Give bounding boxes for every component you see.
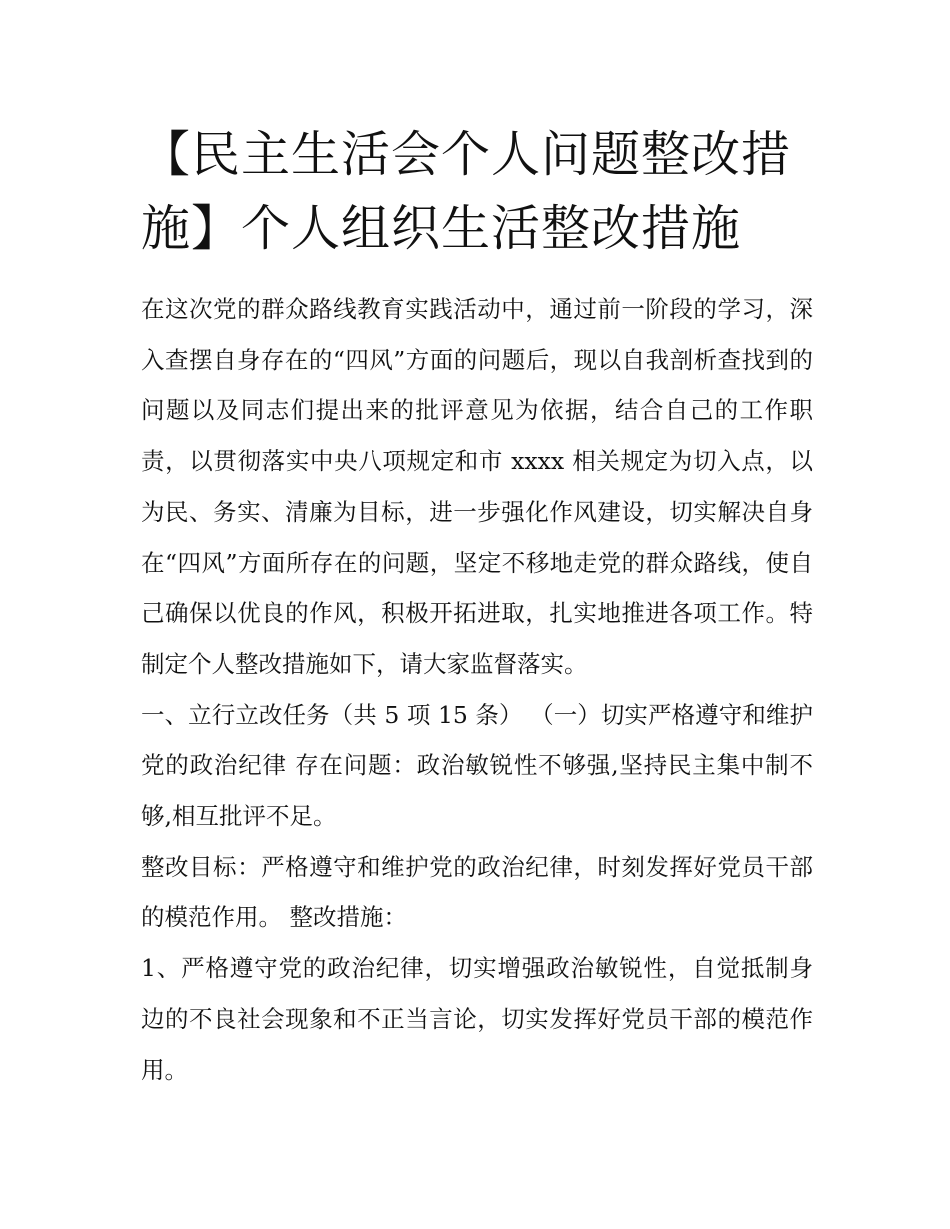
measure-item-1-paragraph: 1、严格遵守党的政治纪律，切实增强政治敏锐性，自觉抵制身边的不良社会现象和不正当言论，切实发挥好党员干部的模范作用。 (141, 954, 813, 1084)
document-page (141, 118, 813, 1095)
intro-paragraph: 在这次党的群众路线教育实践活动中，通过前一阶段的学习，深入查摆自身存在的“四风”方面的问题后，现以自我剖析查找到的问题以及同志们提出来的批评意见为依据，结合自己的工作职责，以贯彻落实中央八项规定和市 xxxx 相关规定为切入点，以为民、务实、清廉为目标，进一步强化作风建设，切实解决自身在“四风”方面所存在的问题，坚定不移地走党的群众路线，使自己确保以优良的作风，积极开拓进取，扎实地推进各项工作。特制定个人整改措施如下，请大家监督落实。 (141, 295, 813, 678)
rectification-goal-paragraph: 整改目标：严格遵守和维护党的政治纪律，时刻发挥好党员干部的模范作用。 整改措施： (141, 852, 813, 932)
document-title: 【民主生活会个人问题整改措施】个人组织生活整改措施 (141, 126, 792, 257)
document-body (141, 284, 813, 1095)
task-section-paragraph: 一、立行立改任务（共 5 项 15 条） （一）切实严格遵守和维护党的政治纪律 存在问题：政治敏锐性不够强,坚持民主集中制不够,相互批评不足。 (141, 700, 813, 831)
